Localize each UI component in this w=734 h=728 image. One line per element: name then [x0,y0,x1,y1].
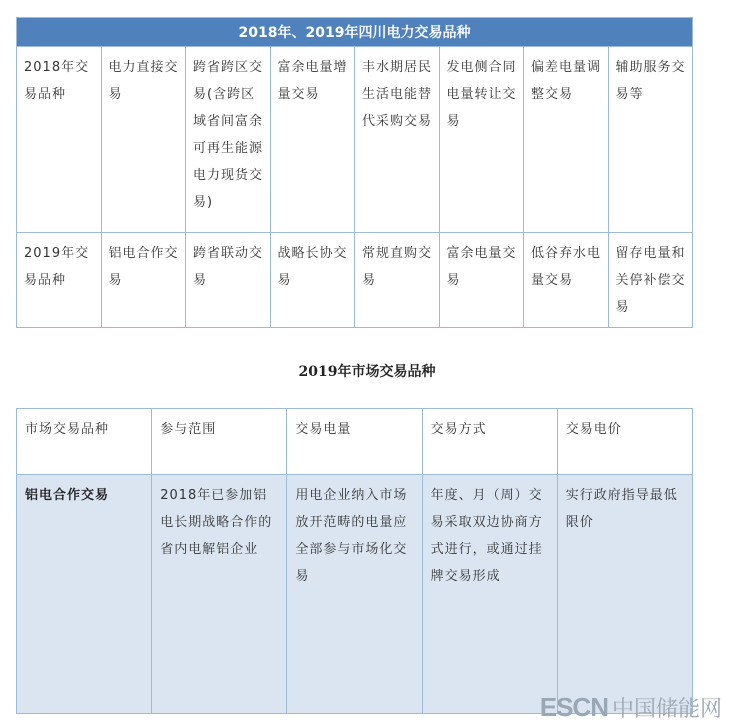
table-cell: 跨省联动交易 [186,233,271,328]
table-cell: 2018年交易品种 [17,47,102,233]
table-row [17,475,693,714]
table-cell: 实行政府指导最低限价 [557,475,692,714]
table-cell: 辅助服务交易等 [608,47,693,233]
table-cell: 富余电量交易 [439,233,524,328]
table-cell: 留存电量和关停补偿交易 [608,233,693,328]
watermark-site-name: 中国储能网 [611,696,722,722]
table-header-row [17,409,693,475]
table-cell: 用电企业纳入市场放开范畴的电量应全部参与市场化交易 [287,475,422,714]
table-cell: 跨省跨区交易(含跨区域省间富余可再生能源电力现货交易) [186,47,271,233]
table-cell: 年度、月（周）交易采取双边协商方式进行，或通过挂牌交易形成 [422,475,557,714]
column-header: 市场交易品种 [17,409,152,475]
table-cell: 低谷弃水电量交易 [524,233,609,328]
table-header-row [17,18,693,47]
trading-varieties-table-2018-2019 [16,17,693,328]
table-cell: 2018年已参加铝电长期战略合作的省内电解铝企业 [152,475,287,714]
table-cell: 富余电量增量交易 [270,47,355,233]
table-cell: 偏差电量调整交易 [524,47,609,233]
watermark-logo [540,692,722,722]
table-cell-variety: 铝电合作交易 [17,475,152,714]
table-title: 2018年、2019年四川电力交易品种 [17,18,693,47]
table-row-2019 [17,233,693,328]
column-header: 交易电量 [287,409,422,475]
table-row-2018 [17,47,693,233]
column-header: 交易电价 [557,409,692,475]
table-cell: 2019年交易品种 [17,233,102,328]
watermark-escn: ESCN [539,691,608,722]
table-caption: 2019年市场交易品种 [298,364,436,380]
table-cell: 发电侧合同电量转让交易 [439,47,524,233]
column-header: 交易方式 [422,409,557,475]
table-cell: 常规直购交易 [355,233,440,328]
column-header: 参与范围 [152,409,287,475]
table-cell: 战略长协交易 [270,233,355,328]
table-cell: 铝电合作交易 [101,233,186,328]
table-cell: 丰水期居民生活电能替代采购交易 [355,47,440,233]
table-cell: 电力直接交易 [101,47,186,233]
market-trading-varieties-table [16,408,693,714]
